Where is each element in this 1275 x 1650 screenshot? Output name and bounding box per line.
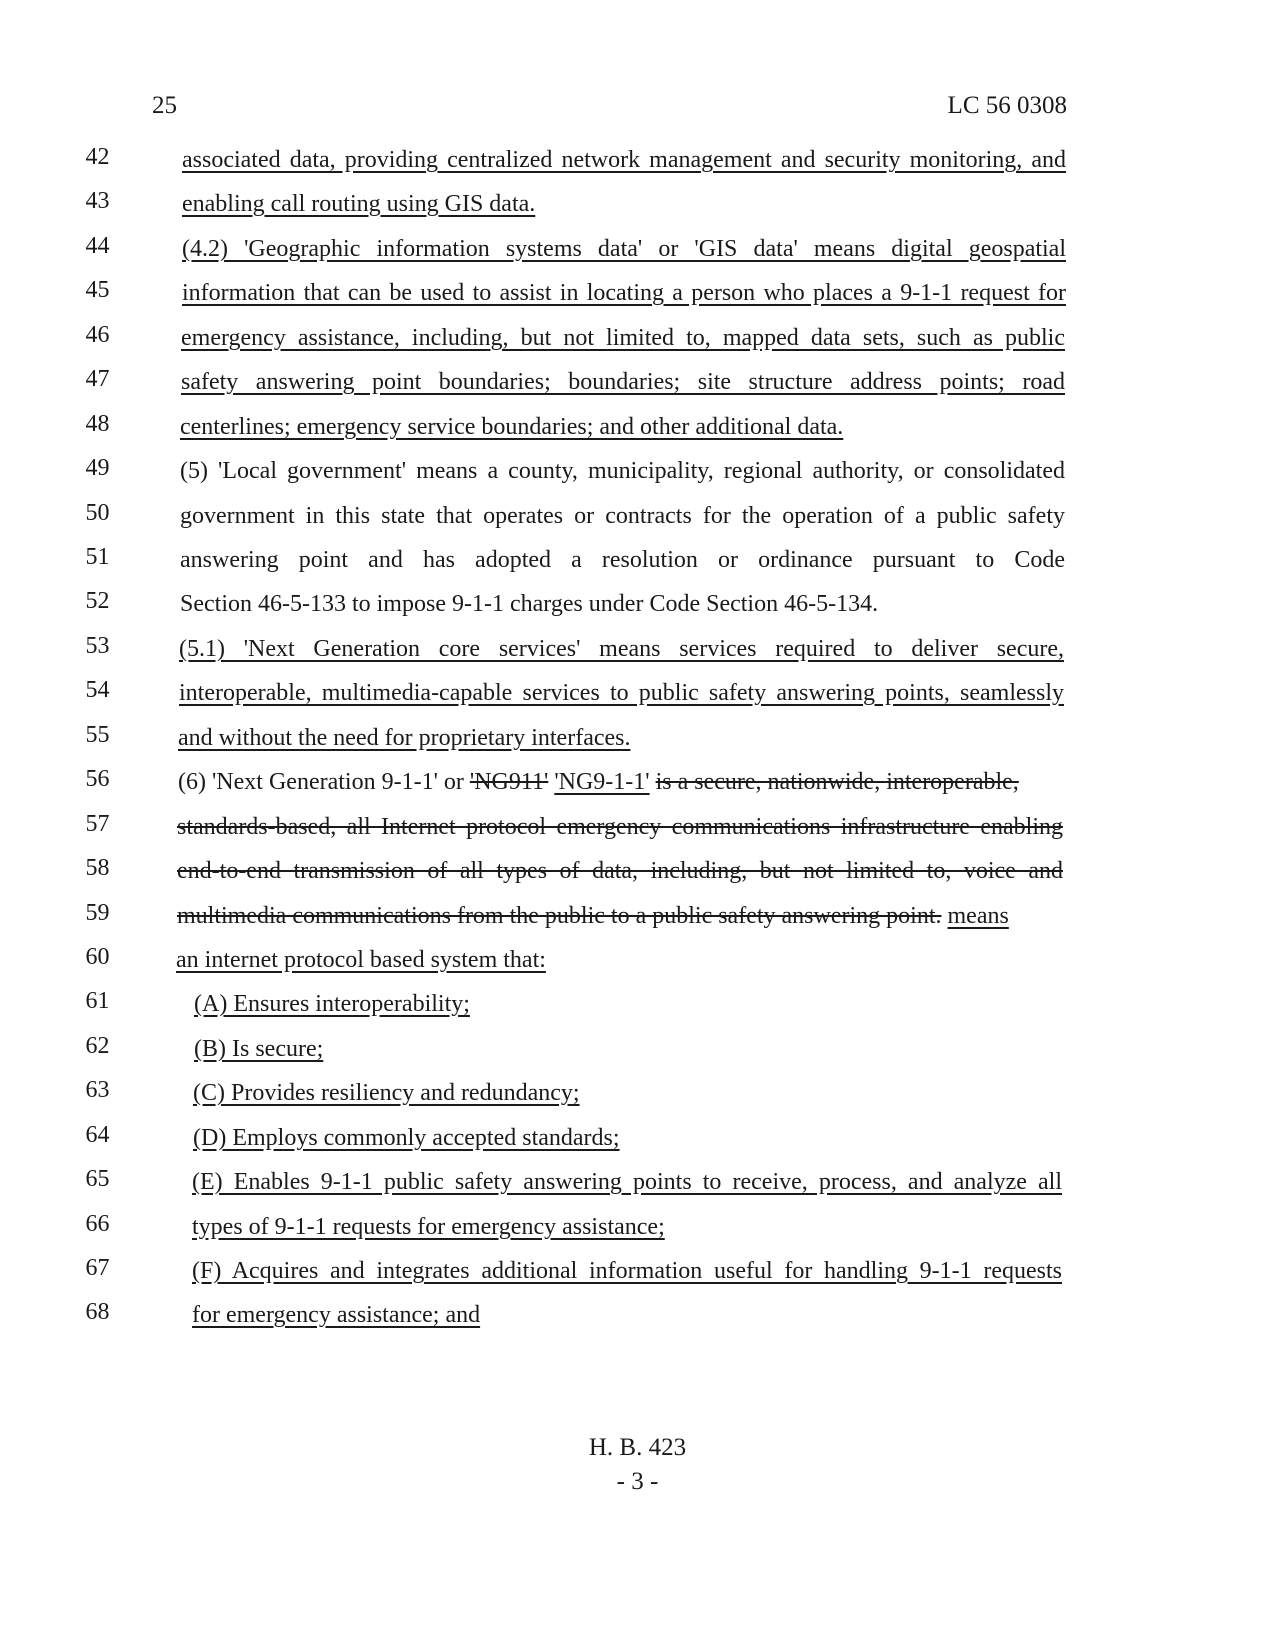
document-line [0, 1299, 1275, 1339]
document-line [0, 855, 1275, 895]
document-line [0, 1255, 1275, 1295]
line-text: an internet protocol based system that: [176, 947, 546, 973]
line-number: 53 [85, 633, 110, 659]
line-text: end-to-end transmission of all types of data, including, but not limited to, voice and [177, 858, 1063, 884]
lc-code: LC 56 0308 [947, 92, 1067, 119]
document-line [0, 277, 1275, 317]
line-number: 52 [85, 588, 110, 614]
line-number: 65 [85, 1166, 110, 1192]
line-number: 60 [85, 944, 110, 970]
page-number-top: 25 [152, 92, 177, 119]
line-number: 61 [85, 988, 110, 1014]
document-line [0, 322, 1275, 362]
line-number: 67 [85, 1255, 110, 1281]
document-line [0, 677, 1275, 717]
line-text: Section 46-5-133 to impose 9-1-1 charges under Code Section 46-5-134. [180, 591, 879, 617]
document-line [0, 588, 1275, 628]
line-text: (F) Acquires and integrates additional information useful for handling 9-1-1 requests [192, 1258, 1062, 1284]
line-text: (5.1) 'Next Generation core services' means services required to deliver secure, [179, 636, 1064, 662]
document-line [0, 411, 1275, 451]
line-text: for emergency assistance; and [192, 1302, 481, 1328]
line-number: 54 [85, 677, 110, 703]
line-number: 43 [85, 188, 110, 214]
document-line [0, 188, 1275, 228]
line-number: 55 [85, 722, 110, 748]
document-line [0, 233, 1275, 273]
line-number: 68 [85, 1299, 110, 1325]
line-text: and without the need for proprietary interfaces. [178, 725, 631, 751]
line-text: centerlines; emergency service boundaries; and other additional data. [180, 414, 844, 440]
line-text: (4.2) 'Geographic information systems data' or 'GIS data' means digital geospatial [182, 236, 1066, 262]
line-number: 58 [85, 855, 110, 881]
document-line [0, 766, 1275, 806]
line-number: 49 [85, 455, 110, 481]
line-text: answering point and has adopted a resolution or ordinance pursuant to Code [180, 547, 1065, 573]
line-number: 57 [85, 811, 110, 837]
line-text: (5) 'Local government' means a county, municipality, regional authority, or consolidated [180, 458, 1065, 484]
document-line [0, 544, 1275, 584]
line-number: 66 [85, 1211, 110, 1237]
document-line [0, 500, 1275, 540]
document-line [0, 366, 1275, 406]
struck-text: 'NG911' [469, 769, 549, 795]
document-line [0, 900, 1275, 940]
line-text: associated data, providing centralized network management and security monitoring, and [182, 147, 1066, 173]
line-text: types of 9-1-1 requests for emergency assistance; [192, 1214, 665, 1240]
document-line [0, 1077, 1275, 1117]
line-number: 47 [85, 366, 110, 392]
line-number: 64 [85, 1122, 110, 1148]
line-number: 51 [85, 544, 110, 570]
inserted-text: 'NG9-1-1' [554, 769, 650, 795]
line-text: (C) Provides resiliency and redundancy; [193, 1080, 580, 1106]
line-text: government in this state that operates or contracts for the operation of a public safety [180, 503, 1065, 529]
line-number: 45 [85, 277, 110, 303]
line-number: 62 [85, 1033, 110, 1059]
line-text: information that can be used to assist in locating a person who places a 9-1-1 request for [182, 280, 1066, 306]
line-text: (B) Is secure; [194, 1036, 324, 1062]
line-text [177, 900, 1009, 932]
document-line [0, 1033, 1275, 1073]
bill-number: H. B. 423 [588, 1434, 687, 1461]
line-number: 50 [85, 500, 110, 526]
line-text: (A) Ensures interoperability; [194, 991, 470, 1017]
line-number: 56 [85, 766, 110, 792]
document-line [0, 455, 1275, 495]
line-number: 48 [85, 411, 110, 437]
document-line [0, 944, 1275, 984]
line-text: emergency assistance, including, but not limited to, mapped data sets, such as public [181, 325, 1065, 351]
line-text: (E) Enables 9-1-1 public safety answering points to receive, process, and analyze all [192, 1169, 1062, 1195]
document-line [0, 1166, 1275, 1206]
line-number: 44 [85, 233, 110, 259]
line-number: 42 [85, 144, 110, 170]
document-line [0, 988, 1275, 1028]
document-line [0, 722, 1275, 762]
inserted-text: means [947, 903, 1009, 929]
document-line [0, 633, 1275, 673]
struck-text: multimedia communications from the public to a public safety answering point. [177, 903, 942, 929]
document-line [0, 811, 1275, 851]
document-line [0, 1122, 1275, 1162]
line-text [178, 766, 1019, 798]
line-number: 63 [85, 1077, 110, 1103]
line-text: enabling call routing using GIS data. [182, 191, 536, 217]
document-line [0, 1211, 1275, 1251]
line-number: 46 [85, 322, 110, 348]
document-line [0, 144, 1275, 184]
line-text: safety answering point boundaries; boundaries; site structure address points; road [181, 369, 1065, 395]
line-text: standards-based, all Internet protocol emergency communications infrastructure enabling [177, 814, 1063, 840]
line-text: (D) Employs commonly accepted standards; [193, 1125, 620, 1151]
page-number-bottom: - 3 - [616, 1468, 659, 1495]
line-number: 59 [85, 900, 110, 926]
line-text: interoperable, multimedia-capable services to public safety answering points, seamlessly [179, 680, 1064, 706]
struck-text: is a secure, nationwide, interoperable, [655, 769, 1019, 795]
plain-text: (6) 'Next Generation 9-1-1' or [178, 769, 470, 795]
